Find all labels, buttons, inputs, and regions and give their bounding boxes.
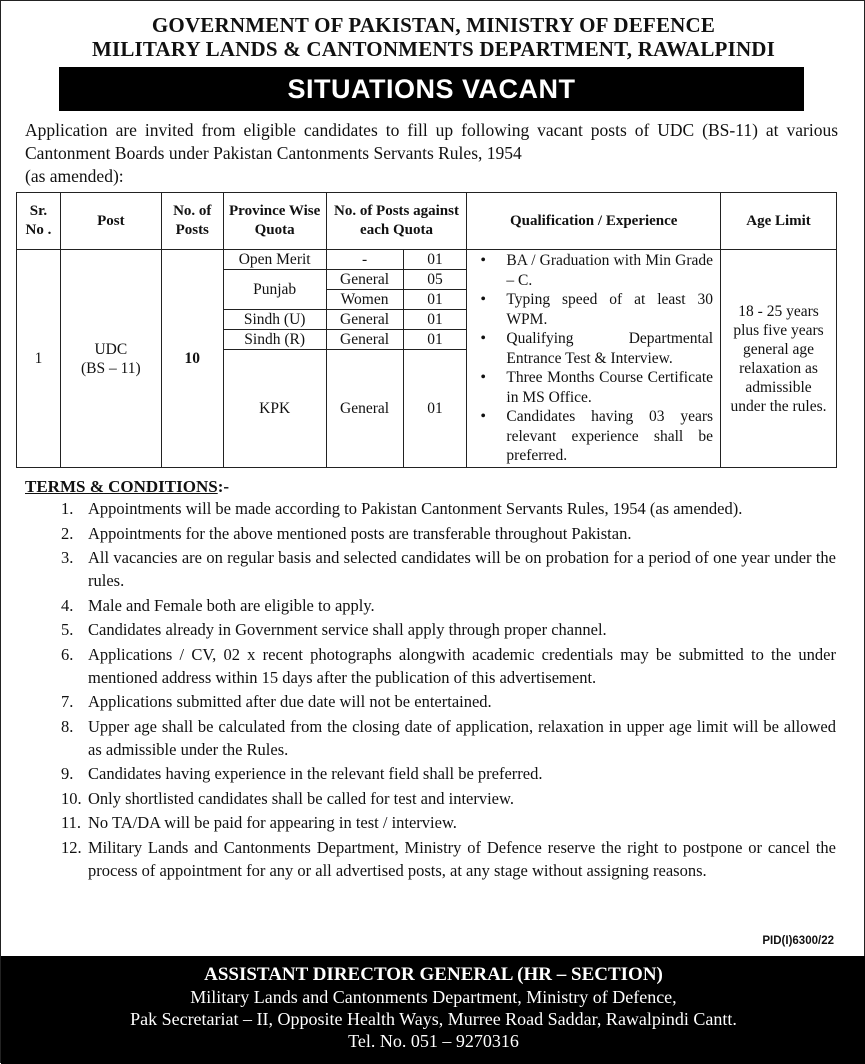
- header-qualification: Qualification / Experience: [467, 193, 721, 250]
- quota-posts: 01: [403, 290, 467, 310]
- terms-item-number: 1.: [61, 499, 74, 518]
- footer-address-line1: Military Lands and Cantonments Department, Ministry of Defence,: [190, 987, 677, 1007]
- terms-item: [31, 690, 836, 713]
- qualification-item: • BA / Graduation with Min Grade – C.: [476, 251, 713, 290]
- quota-posts: 05: [403, 270, 467, 290]
- terms-item-text: Applications submitted after due date will not be entertained.: [88, 692, 492, 711]
- qualification-item: • Typing speed of at least 30 WPM.: [476, 290, 713, 329]
- terms-title: TERMS & CONDITIONS: [25, 477, 218, 496]
- cell-qualification: [467, 250, 721, 468]
- terms-item-number: 3.: [61, 548, 74, 567]
- terms-item-text: Upper age shall be calculated from the closing date of application, relaxation in upper age limit will be allowed as admissible under the Rules.: [88, 716, 836, 759]
- cell-age-limit: 18 - 25 years plus five years general age relaxation as admissible under the rules.: [721, 250, 837, 468]
- terms-item: [31, 643, 836, 689]
- terms-item: [31, 522, 836, 545]
- quota-category: General: [326, 350, 403, 468]
- header-no-of-posts: No. of Posts: [161, 193, 223, 250]
- footer-telephone: Tel. No. 051 – 9270316: [348, 1031, 519, 1051]
- terms-item: [31, 787, 836, 810]
- quota-posts: 01: [403, 250, 467, 270]
- header-government: GOVERNMENT OF PAKISTAN, MINISTRY OF DEFENCE: [151, 13, 716, 37]
- terms-item-number: 11.: [61, 813, 82, 832]
- terms-item-text: Male and Female both are eligible to apply.: [88, 595, 375, 615]
- header-province-quota: Province Wise Quota: [223, 193, 326, 250]
- terms-item-number: 2.: [61, 523, 74, 543]
- quota-province: Sindh (U): [223, 310, 326, 330]
- terms-heading: [25, 477, 229, 497]
- footer-address-line2: Pak Secretariat – II, Opposite Health Ways, Murree Road Saddar, Rawalpindi Cantt.: [130, 1009, 737, 1029]
- vacancy-table: [16, 192, 837, 468]
- terms-item-number: 10.: [61, 788, 82, 808]
- terms-item-text: Appointments for the above mentioned posts are transferable throughout Pakistan.: [88, 523, 632, 543]
- footer-title: ASSISTANT DIRECTOR GENERAL (HR – SECTION): [204, 964, 663, 985]
- terms-item-number: 5.: [61, 620, 74, 639]
- situations-vacant-banner: SITUATIONS VACANT: [59, 67, 804, 111]
- header-post: Post: [60, 193, 161, 250]
- intro-text: Application are invited from eligible candidates to fill up following vacant posts of UDC (BS-11) at various Cantonment Boards under Pakistan Cantonments Servants Rules, 1954: [25, 120, 838, 163]
- terms-item-text: Candidates having experience in the relevant field shall be preferred.: [88, 764, 543, 783]
- quota-posts: 01: [403, 350, 467, 468]
- cell-post: [60, 250, 161, 468]
- post-scale: (BS – 11): [80, 359, 141, 377]
- terms-title-suffix: :-: [217, 477, 230, 496]
- terms-item-text: Candidates already in Government service shall apply through proper channel.: [88, 620, 607, 639]
- quota-category: -: [326, 250, 403, 270]
- terms-item: [31, 497, 836, 520]
- header-department: MILITARY LANDS & CANTONMENTS DEPARTMENT, RAWALPINDI: [91, 37, 776, 61]
- terms-item: [31, 811, 836, 834]
- terms-item-number: 6.: [61, 644, 74, 664]
- qualification-item: • Candidates having 03 years relevant experience shall be preferred.: [476, 407, 713, 466]
- table-header-row: [17, 193, 837, 250]
- post-name: UDC: [94, 340, 128, 358]
- header-sr-no: Sr. No .: [17, 193, 61, 250]
- terms-item-text: Military Lands and Cantonments Department, Ministry of Defence reserve the right to postpone or cancel the process of appointment for any or all advertised posts, at any stage without assigning reasons.: [88, 837, 836, 880]
- quota-posts: 01: [403, 310, 467, 330]
- terms-item-number: 12.: [61, 837, 82, 857]
- header-posts-per-quota: No. of Posts against each Quota: [326, 193, 467, 250]
- terms-item: [31, 618, 836, 641]
- terms-item: [31, 836, 836, 882]
- header-age-limit: Age Limit: [721, 193, 837, 250]
- footer-contact-block: [1, 956, 865, 1064]
- intro-paragraph: [25, 119, 838, 188]
- terms-item: [31, 715, 836, 761]
- quota-province: Punjab: [223, 270, 326, 310]
- intro-last-line: (as amended):: [25, 166, 124, 186]
- quota-province: Open Merit: [223, 250, 326, 270]
- terms-item-text: No TA/DA will be paid for appearing in test / interview.: [88, 813, 457, 832]
- cell-no-of-posts: 10: [161, 250, 223, 468]
- quota-category: General: [326, 330, 403, 350]
- terms-item: [31, 594, 836, 617]
- quota-posts: 01: [403, 330, 467, 350]
- quota-province: Sindh (R): [223, 330, 326, 350]
- terms-item: [31, 762, 836, 785]
- pid-reference: PID(I)6300/22: [762, 935, 834, 947]
- terms-item-text: Only shortlisted candidates shall be called for test and interview.: [88, 788, 514, 808]
- terms-item-number: 9.: [61, 764, 74, 783]
- terms-item-text: Applications / CV, 02 x recent photographs alongwith academic credentials may be submitted to the under mentioned address within 15 days after the publication of this advertisement.: [88, 644, 836, 687]
- qualification-item: • Qualifying Departmental Entrance Test & Interview.: [476, 329, 713, 368]
- terms-item-number: 8.: [61, 716, 74, 736]
- terms-item-number: 7.: [61, 692, 74, 711]
- terms-list: [31, 497, 836, 883]
- qualification-item: • Three Months Course Certificate in MS Office.: [476, 368, 713, 407]
- qualification-list: [470, 251, 717, 466]
- terms-item-number: 4.: [61, 595, 74, 615]
- quota-province: KPK: [223, 350, 326, 468]
- quota-category: General: [326, 270, 403, 290]
- quota-category: General: [326, 310, 403, 330]
- terms-item-text: Appointments will be made according to Pakistan Cantonment Servants Rules, 1954 (as amended).: [88, 499, 743, 518]
- table-row: [17, 250, 837, 270]
- terms-item-text: All vacancies are on regular basis and selected candidates will be on probation for a period of one year under the rules.: [88, 548, 836, 590]
- cell-sr-no: 1: [17, 250, 61, 468]
- terms-item: [31, 546, 836, 592]
- quota-category: Women: [326, 290, 403, 310]
